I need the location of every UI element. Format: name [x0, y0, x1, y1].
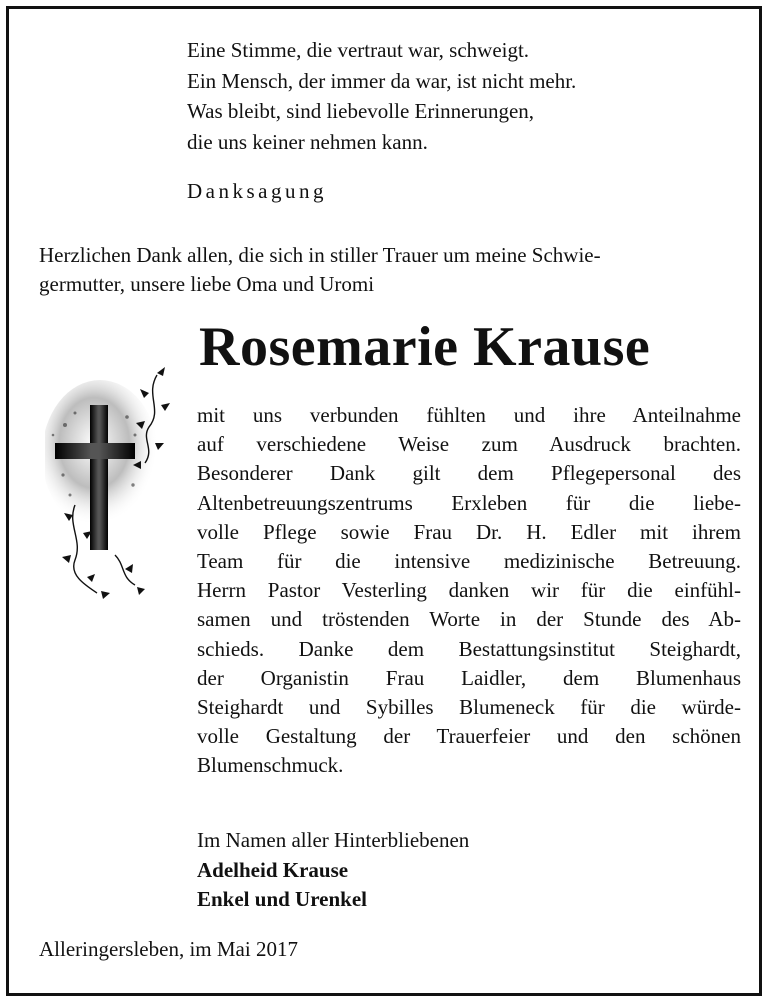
cross-with-ivy-icon	[45, 365, 177, 605]
text-line: mit uns verbunden fühlten und ihre Anteilnahme	[197, 403, 741, 427]
text-line: samen und tröstenden Worte in der Stunde des Ab-	[197, 607, 741, 632]
text-line: Besonderer Dank gilt dem Pflegepersonal des	[197, 461, 741, 486]
deceased-name: Rosemarie Krause	[199, 316, 651, 378]
intro-line: germutter, unsere liebe Oma und Uromi	[39, 272, 375, 296]
text-line: volle Gestaltung der Trauerfeier und den schönen	[197, 724, 741, 749]
text-line: Blumenschmuck.	[197, 753, 344, 778]
place-date: Alleringersleben, im Mai 2017	[39, 937, 298, 961]
text-line: Steighardt und Sybilles Blumeneck für die würde-	[197, 695, 741, 720]
signatory-name: Adelheid Krause	[197, 857, 349, 882]
intro-line: Herzlichen Dank allen, die sich in stiller Trauer um meine Schwie-	[39, 243, 601, 267]
poem-line: Ein Mensch, der immer da war, ist nicht mehr.	[187, 68, 577, 93]
obituary-notice	[6, 6, 762, 996]
text-line: Team für die intensive medizinische Betreuung.	[197, 549, 741, 574]
text-line: auf verschiedene Weise zum Ausdruck brachten.	[197, 432, 741, 457]
thanks-heading: Danksagung	[187, 179, 327, 203]
poem-line: die uns keiner nehmen kann.	[187, 129, 428, 154]
thank-you-text	[197, 401, 741, 781]
intro-text	[39, 241, 601, 299]
signature-block	[197, 826, 469, 915]
text-line: der Organistin Frau Laidler, dem Blumenhaus	[197, 665, 741, 690]
signatory-family: Enkel und Urenkel	[197, 887, 367, 911]
text-line: schieds. Danke dem Bestattungsinstitut Steighardt,	[197, 636, 741, 661]
text-line: volle Pflege sowie Frau Dr. H. Edler mit ihrem	[197, 519, 741, 544]
poem	[187, 35, 576, 157]
poem-line: Eine Stimme, die vertraut war, schweigt.	[187, 38, 530, 62]
signature-intro: Im Namen aller Hinterbliebenen	[197, 828, 470, 852]
text-line: Altenbetreuungszentrums Erxleben für die liebe-	[197, 490, 741, 515]
text-line: Herrn Pastor Vesterling danken wir für die einfühl-	[197, 578, 741, 603]
poem-line: Was bleibt, sind liebevolle Erinnerungen,	[187, 99, 535, 123]
